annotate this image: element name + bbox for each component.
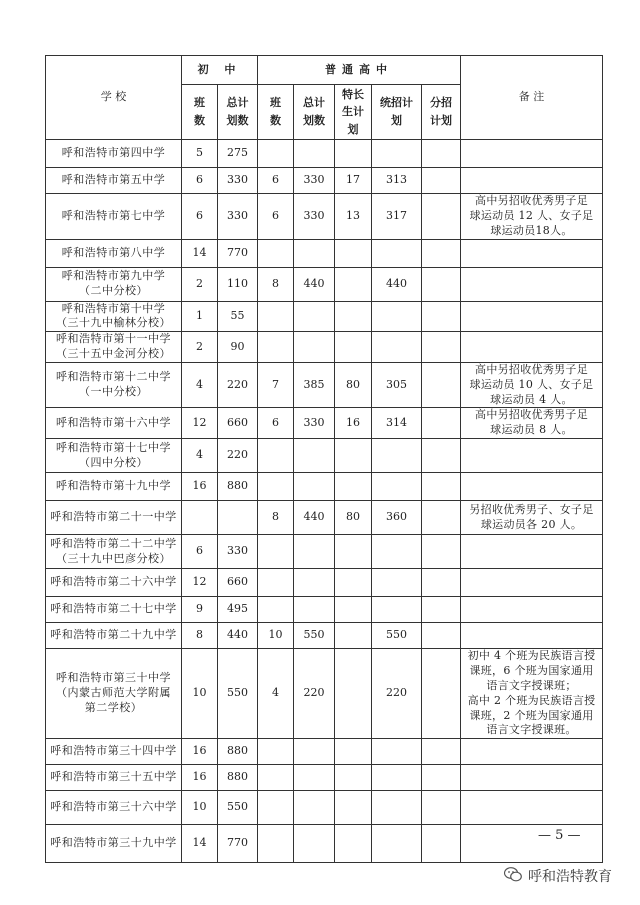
senior-total-cell: [294, 825, 335, 863]
header-line: 生计: [342, 105, 364, 119]
senior-special-cell: [335, 239, 372, 267]
senior-unified-cell: [372, 535, 422, 569]
senior-classes-cell: [258, 597, 294, 623]
wechat-icon: [504, 867, 522, 886]
senior-special-cell: [335, 301, 372, 332]
senior-district-cell: [422, 332, 461, 363]
notes-cell: [461, 194, 603, 240]
header-line: 数: [270, 114, 281, 127]
junior-total-cell: 495: [218, 597, 258, 623]
senior-district-cell: [422, 408, 461, 439]
senior-classes-cell: 10: [258, 623, 294, 649]
senior-special-cell: 16: [335, 408, 372, 439]
school-name-line: （一中分校）: [79, 385, 148, 399]
senior-total-cell: [294, 301, 335, 332]
header-line: 分招: [430, 96, 452, 110]
senior-classes-cell: 6: [258, 168, 294, 194]
header-senior-district: [422, 85, 461, 140]
senior-unified-cell: 314: [372, 408, 422, 439]
senior-unified-cell: 317: [372, 194, 422, 240]
header-notes: 备 注: [461, 56, 603, 140]
note-line: 高中另招收优秀男子足: [475, 362, 589, 376]
senior-total-cell: [294, 239, 335, 267]
school-name-line: 呼和浩特市第二十二中学: [50, 536, 177, 550]
junior-classes-cell: 1: [182, 301, 218, 332]
senior-total-cell: 440: [294, 267, 335, 301]
table-row: [46, 439, 603, 473]
junior-classes-cell: 2: [182, 332, 218, 363]
senior-unified-cell: [372, 791, 422, 825]
junior-classes-cell: 6: [182, 535, 218, 569]
table-body: [46, 140, 603, 863]
senior-unified-cell: [372, 332, 422, 363]
senior-unified-cell: 305: [372, 362, 422, 408]
senior-total-cell: [294, 739, 335, 765]
notes-cell: [461, 535, 603, 569]
junior-classes-cell: 10: [182, 791, 218, 825]
school-name-line: （三十九中巴彦分校）: [56, 551, 171, 565]
school-cell: [46, 439, 182, 473]
table-row: [46, 168, 603, 194]
junior-classes-cell: 16: [182, 473, 218, 501]
school-cell: [46, 597, 182, 623]
school-name-line: 呼和浩特市第十九中学: [56, 479, 171, 493]
notes-cell: [461, 408, 603, 439]
junior-total-cell: 275: [218, 140, 258, 168]
senior-unified-cell: 313: [372, 168, 422, 194]
senior-special-cell: [335, 535, 372, 569]
junior-total-cell: 770: [218, 239, 258, 267]
senior-district-cell: [422, 267, 461, 301]
header-line: 班: [270, 96, 281, 110]
senior-district-cell: [422, 362, 461, 408]
table-row: [46, 267, 603, 301]
senior-classes-cell: [258, 332, 294, 363]
note-line: 高中 2 个班为民族语言授: [467, 693, 596, 707]
notes-cell: [461, 791, 603, 825]
school-cell: [46, 267, 182, 301]
junior-classes-cell: [182, 501, 218, 535]
senior-district-cell: [422, 239, 461, 267]
senior-total-cell: [294, 765, 335, 791]
senior-total-cell: 330: [294, 168, 335, 194]
senior-district-cell: [422, 597, 461, 623]
junior-total-cell: 330: [218, 194, 258, 240]
school-name-line: 呼和浩特市第二十七中学: [50, 602, 177, 616]
header-line: 划: [347, 122, 359, 136]
senior-district-cell: [422, 168, 461, 194]
header-line: 总计: [303, 96, 325, 110]
table-row: [46, 332, 603, 363]
senior-classes-cell: 4: [258, 649, 294, 739]
senior-classes-cell: [258, 825, 294, 863]
table-row: [46, 362, 603, 408]
school-name-line: 呼和浩特市第十一中学: [56, 332, 171, 346]
senior-special-cell: [335, 649, 372, 739]
junior-total-cell: 550: [218, 649, 258, 739]
note-line: 球运动员 4 人。: [490, 392, 573, 406]
school-cell: [46, 168, 182, 194]
school-cell: [46, 301, 182, 332]
school-name-line: （三十九中榆林分校）: [56, 316, 171, 330]
senior-classes-cell: [258, 739, 294, 765]
school-name-line: 呼和浩特市第三十中学: [56, 671, 171, 685]
senior-unified-cell: [372, 140, 422, 168]
table-row: [46, 597, 603, 623]
senior-special-cell: [335, 597, 372, 623]
senior-total-cell: 550: [294, 623, 335, 649]
senior-special-cell: [335, 473, 372, 501]
senior-district-cell: [422, 791, 461, 825]
header-line: 数: [194, 114, 205, 127]
junior-total-cell: 220: [218, 439, 258, 473]
watermark: [504, 866, 612, 886]
notes-cell: [461, 569, 603, 597]
junior-classes-cell: 6: [182, 168, 218, 194]
junior-total-cell: 220: [218, 362, 258, 408]
table-row: [46, 739, 603, 765]
senior-special-cell: 13: [335, 194, 372, 240]
notes-cell: [461, 140, 603, 168]
notes-cell: [461, 739, 603, 765]
table-row: [46, 765, 603, 791]
notes-cell: [461, 301, 603, 332]
senior-unified-cell: [372, 439, 422, 473]
notes-cell: [461, 332, 603, 363]
senior-unified-cell: 360: [372, 501, 422, 535]
senior-total-cell: [294, 535, 335, 569]
junior-classes-cell: 14: [182, 239, 218, 267]
school-cell: [46, 194, 182, 240]
senior-special-cell: [335, 765, 372, 791]
senior-total-cell: 330: [294, 194, 335, 240]
notes-cell: [461, 623, 603, 649]
senior-district-cell: [422, 535, 461, 569]
senior-special-cell: [335, 623, 372, 649]
junior-total-cell: [218, 501, 258, 535]
junior-classes-cell: 6: [182, 194, 218, 240]
school-cell: [46, 239, 182, 267]
senior-total-cell: [294, 439, 335, 473]
header-senior-total: [294, 85, 335, 140]
senior-total-cell: [294, 473, 335, 501]
senior-special-cell: [335, 569, 372, 597]
notes-cell: [461, 597, 603, 623]
junior-total-cell: 550: [218, 791, 258, 825]
note-line: 语言文字授课班。: [486, 723, 577, 737]
senior-total-cell: 385: [294, 362, 335, 408]
table-row: [46, 473, 603, 501]
senior-unified-cell: [372, 825, 422, 863]
senior-special-cell: [335, 332, 372, 363]
senior-unified-cell: [372, 765, 422, 791]
school-name-line: 第二学校）: [84, 701, 143, 715]
junior-classes-cell: 14: [182, 825, 218, 863]
header-senior-unified: [372, 85, 422, 140]
junior-total-cell: 330: [218, 168, 258, 194]
note-line: 初中 4 个班为民族语言授: [467, 649, 596, 663]
header-line: 统招计: [380, 96, 413, 110]
note-line: 球运动员18人。: [490, 223, 573, 237]
junior-total-cell: 440: [218, 623, 258, 649]
notes-cell: [461, 649, 603, 739]
school-cell: [46, 362, 182, 408]
junior-classes-cell: 4: [182, 362, 218, 408]
notes-cell: [461, 362, 603, 408]
school-cell: [46, 140, 182, 168]
notes-cell: [461, 267, 603, 301]
notes-cell: [461, 825, 603, 863]
senior-special-cell: [335, 739, 372, 765]
senior-classes-cell: [258, 535, 294, 569]
junior-classes-cell: 5: [182, 140, 218, 168]
junior-classes-cell: 10: [182, 649, 218, 739]
table-row: [46, 239, 603, 267]
junior-total-cell: 770: [218, 825, 258, 863]
header-line: 划数: [303, 114, 325, 127]
junior-classes-cell: 16: [182, 739, 218, 765]
senior-unified-cell: 220: [372, 649, 422, 739]
header-senior-classes: [258, 85, 294, 140]
table-row: [46, 791, 603, 825]
header-line: 特长: [342, 87, 364, 101]
header-senior-special: [335, 85, 372, 140]
table-row: [46, 535, 603, 569]
header-junior: 初 中: [182, 56, 258, 85]
junior-total-cell: 330: [218, 535, 258, 569]
junior-total-cell: 110: [218, 267, 258, 301]
school-name-line: 呼和浩特市第九中学: [61, 269, 166, 283]
school-name-line: 呼和浩特市第四中学: [61, 146, 166, 160]
junior-total-cell: 660: [218, 569, 258, 597]
senior-district-cell: [422, 140, 461, 168]
senior-unified-cell: [372, 569, 422, 597]
school-name-line: （四中分校）: [79, 455, 148, 469]
junior-classes-cell: 16: [182, 765, 218, 791]
school-cell: [46, 408, 182, 439]
junior-classes-cell: 2: [182, 267, 218, 301]
school-cell: [46, 332, 182, 363]
junior-total-cell: 90: [218, 332, 258, 363]
junior-total-cell: 55: [218, 301, 258, 332]
senior-total-cell: 220: [294, 649, 335, 739]
senior-district-cell: [422, 473, 461, 501]
school-cell: [46, 825, 182, 863]
header-junior-total: [218, 85, 258, 140]
notes-cell: [461, 501, 603, 535]
table-row: [46, 569, 603, 597]
senior-classes-cell: [258, 765, 294, 791]
senior-district-cell: [422, 194, 461, 240]
notes-cell: [461, 765, 603, 791]
header-line: 划: [391, 114, 402, 127]
senior-special-cell: [335, 140, 372, 168]
senior-total-cell: [294, 569, 335, 597]
header-line: 计划: [430, 114, 452, 127]
senior-special-cell: 80: [335, 362, 372, 408]
senior-total-cell: 330: [294, 408, 335, 439]
school-cell: [46, 765, 182, 791]
watermark-text: 呼和浩特教育: [528, 869, 612, 885]
senior-classes-cell: [258, 239, 294, 267]
school-name-line: （内蒙古师范大学附属: [56, 686, 171, 700]
note-line: 课班，6 个班为国家通用: [469, 663, 594, 677]
school-name-line: 呼和浩特市第二十六中学: [50, 575, 177, 589]
senior-total-cell: [294, 597, 335, 623]
note-line: 高中另招收优秀男子足: [475, 408, 589, 422]
note-line: 另招收优秀男子、女子足: [469, 502, 594, 516]
notes-cell: [461, 439, 603, 473]
school-name-line: 呼和浩特市第三十四中学: [50, 744, 177, 758]
note-line: 高中另招收优秀男子足: [475, 194, 589, 207]
senior-unified-cell: [372, 597, 422, 623]
header-line: 班: [194, 96, 205, 110]
junior-classes-cell: 8: [182, 623, 218, 649]
senior-district-cell: [422, 765, 461, 791]
senior-special-cell: 17: [335, 168, 372, 194]
junior-total-cell: 660: [218, 408, 258, 439]
notes-cell: [461, 473, 603, 501]
notes-cell: [461, 239, 603, 267]
school-cell: [46, 569, 182, 597]
school-name-line: 呼和浩特市第三十五中学: [50, 770, 177, 784]
table-row: [46, 825, 603, 863]
senior-classes-cell: [258, 140, 294, 168]
senior-total-cell: [294, 791, 335, 825]
table-row: [46, 194, 603, 240]
header-junior-classes: [182, 85, 218, 140]
senior-classes-cell: 6: [258, 194, 294, 240]
table-row: [46, 408, 603, 439]
school-cell: [46, 623, 182, 649]
senior-unified-cell: [372, 473, 422, 501]
senior-classes-cell: [258, 301, 294, 332]
school-name-line: 呼和浩特市第二十一中学: [50, 510, 177, 524]
school-name-line: 呼和浩特市第七中学: [61, 208, 166, 222]
school-name-line: （三十五中金河分校）: [56, 347, 171, 361]
school-cell: [46, 739, 182, 765]
senior-special-cell: [335, 267, 372, 301]
senior-unified-cell: [372, 239, 422, 267]
school-cell: [46, 535, 182, 569]
senior-total-cell: [294, 332, 335, 363]
junior-classes-cell: 9: [182, 597, 218, 623]
school-name-line: 呼和浩特市第八中学: [61, 245, 166, 259]
senior-special-cell: 80: [335, 501, 372, 535]
senior-classes-cell: 8: [258, 267, 294, 301]
table-row: [46, 301, 603, 332]
notes-cell: [461, 168, 603, 194]
senior-classes-cell: 6: [258, 408, 294, 439]
junior-classes-cell: 4: [182, 439, 218, 473]
school-cell: [46, 791, 182, 825]
school-name-line: 呼和浩特市第三十六中学: [50, 800, 177, 814]
note-line: 球运动员 10 人、女子足: [469, 377, 594, 391]
senior-district-cell: [422, 569, 461, 597]
header-line: 划数: [226, 114, 249, 127]
header-line: 总计: [226, 96, 249, 110]
senior-unified-cell: 550: [372, 623, 422, 649]
junior-classes-cell: 12: [182, 408, 218, 439]
senior-unified-cell: [372, 739, 422, 765]
senior-classes-cell: [258, 569, 294, 597]
school-name-line: 呼和浩特市第十七中学: [56, 440, 171, 454]
note-line: 课班，2 个班为国家通用: [469, 708, 594, 722]
junior-total-cell: 880: [218, 473, 258, 501]
senior-classes-cell: 8: [258, 501, 294, 535]
header-school: 学 校: [46, 56, 182, 140]
junior-total-cell: 880: [218, 765, 258, 791]
note-line: 球运动员各 20 人。: [480, 517, 583, 531]
school-cell: [46, 501, 182, 535]
senior-total-cell: 440: [294, 501, 335, 535]
senior-special-cell: [335, 791, 372, 825]
page-number: — 5 —: [538, 828, 581, 843]
school-name-line: 呼和浩特市第十中学: [61, 301, 166, 315]
senior-district-cell: [422, 301, 461, 332]
school-cell: [46, 473, 182, 501]
senior-district-cell: [422, 439, 461, 473]
table-row: [46, 649, 603, 739]
school-name-line: 呼和浩特市第二十九中学: [50, 628, 177, 642]
header-senior: 普通高中: [258, 56, 461, 85]
senior-district-cell: [422, 501, 461, 535]
senior-district-cell: [422, 739, 461, 765]
school-cell: [46, 649, 182, 739]
senior-special-cell: [335, 825, 372, 863]
school-name-line: 呼和浩特市第五中学: [61, 173, 166, 187]
senior-total-cell: [294, 140, 335, 168]
junior-classes-cell: 12: [182, 569, 218, 597]
senior-unified-cell: [372, 301, 422, 332]
senior-classes-cell: [258, 439, 294, 473]
table-row: [46, 140, 603, 168]
senior-unified-cell: 440: [372, 267, 422, 301]
senior-classes-cell: 7: [258, 362, 294, 408]
school-name-line: （二中分校）: [79, 284, 148, 298]
senior-district-cell: [422, 825, 461, 863]
senior-classes-cell: [258, 473, 294, 501]
junior-total-cell: 880: [218, 739, 258, 765]
note-line: 语言文字授课班；: [486, 678, 577, 692]
table-row: [46, 623, 603, 649]
senior-special-cell: [335, 439, 372, 473]
school-name-line: 呼和浩特市第十二中学: [56, 370, 171, 384]
table-row: [46, 501, 603, 535]
senior-district-cell: [422, 649, 461, 739]
senior-district-cell: [422, 623, 461, 649]
note-line: 球运动员 12 人、女子足: [469, 208, 594, 222]
school-name-line: 呼和浩特市第三十九中学: [50, 836, 177, 850]
enrollment-plan-table: [45, 55, 603, 863]
note-line: 球运动员 8 人。: [490, 423, 573, 437]
school-name-line: 呼和浩特市第十六中学: [56, 415, 171, 429]
senior-classes-cell: [258, 791, 294, 825]
